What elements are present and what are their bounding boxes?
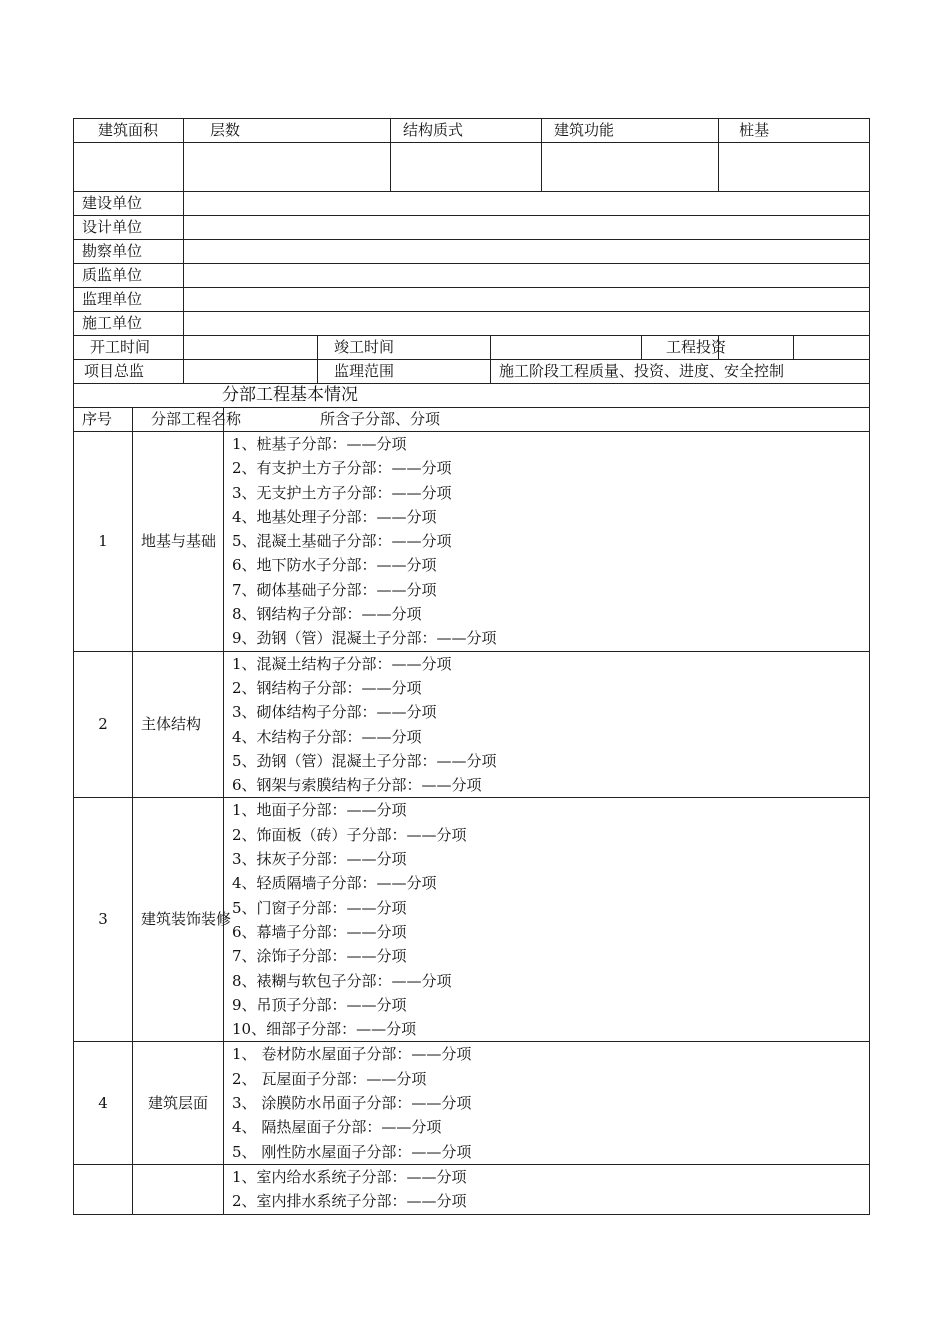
area-value[interactable]	[74, 143, 184, 192]
unit-value[interactable]	[184, 192, 870, 216]
list-item: 1、地面子分部：——分项	[232, 801, 407, 820]
list-item: 6、钢架与索膜结构子分部：——分项	[232, 776, 482, 795]
header-function: 建筑功能	[542, 119, 719, 143]
list-item: 4、轻质隔墙子分部：——分项	[232, 874, 437, 893]
division-name: 主体结构	[133, 651, 224, 798]
division-no: 3	[74, 798, 133, 1042]
division-items	[224, 1164, 870, 1214]
list-item: 5、劲钢（管）混凝土子分部：——分项	[232, 751, 497, 770]
division-row	[74, 1164, 870, 1214]
division-name: 建筑装饰装修	[133, 798, 224, 1042]
division-name: 建筑层面	[133, 1042, 224, 1164]
division-row	[74, 1042, 870, 1164]
section-title-row	[74, 384, 870, 408]
investment-label: 工程投资	[642, 336, 719, 360]
list-item: 2、钢结构子分部：——分项	[232, 678, 422, 697]
supervisor-row	[74, 360, 870, 384]
header-structure: 结构质式	[391, 119, 542, 143]
function-value[interactable]	[542, 143, 719, 192]
column-header-row	[74, 408, 870, 432]
division-row	[74, 432, 870, 652]
col-header-no: 序号	[74, 408, 133, 432]
division-items	[224, 1042, 870, 1164]
list-item: 3、抹灰子分部：——分项	[232, 850, 407, 869]
division-no: 4	[74, 1042, 133, 1164]
list-item: 1、 卷材防水屋面子分部：——分项	[232, 1045, 472, 1064]
unit-label: 质监单位	[74, 264, 184, 288]
list-item: 9、劲钢（管）混凝土子分部：——分项	[232, 629, 497, 648]
division-items	[224, 432, 870, 652]
list-item: 1、桩基子分部：——分项	[232, 435, 407, 453]
list-item: 4、木结构子分部：——分项	[232, 727, 422, 746]
col-header-name: 分部工程名称	[133, 408, 224, 432]
list-item: 4、 隔热屋面子分部：——分项	[232, 1118, 442, 1137]
scope-label: 监理范围	[318, 360, 491, 384]
section-title: 分部工程基本情况	[74, 384, 870, 408]
division-name: 地基与基础	[133, 432, 224, 652]
header-floors: 层数	[184, 119, 391, 143]
finish-time-value[interactable]	[491, 336, 642, 360]
start-time-value[interactable]	[184, 336, 318, 360]
scope-value: 施工阶段工程质量、投资、进度、安全控制	[491, 360, 870, 384]
project-info-table	[73, 118, 870, 1215]
list-item: 4、地基处理子分部：——分项	[232, 507, 437, 526]
list-item: 5、门窗子分部：——分项	[232, 898, 407, 917]
division-name	[133, 1164, 224, 1214]
list-item: 1、室内给水系统子分部：——分项	[232, 1167, 467, 1186]
list-item: 8、裱糊与软包子分部：——分项	[232, 971, 452, 990]
unit-value[interactable]	[184, 240, 870, 264]
list-item: 2、室内排水系统子分部：——分项	[232, 1192, 467, 1211]
division-items	[224, 651, 870, 798]
structure-value[interactable]	[391, 143, 542, 192]
time-row	[74, 336, 870, 360]
unit-label: 施工单位	[74, 312, 184, 336]
unit-row	[74, 216, 870, 240]
division-row	[74, 798, 870, 1042]
list-item: 3、 涂膜防水吊面子分部：——分项	[232, 1094, 472, 1113]
division-no: 2	[74, 651, 133, 798]
unit-row	[74, 312, 870, 336]
unit-row	[74, 264, 870, 288]
chief-supervisor-label: 项目总监	[74, 360, 184, 384]
unit-label: 建设单位	[74, 192, 184, 216]
division-no	[74, 1164, 133, 1214]
list-item: 2、 瓦屋面子分部：——分项	[232, 1069, 427, 1088]
list-item: 7、砌体基础子分部：——分项	[232, 580, 437, 599]
list-item: 9、吊顶子分部：——分项	[232, 995, 407, 1014]
list-item: 5、 刚性防水屋面子分部：——分项	[232, 1142, 472, 1161]
list-item: 2、饰面板（砖）子分部：——分项	[232, 825, 467, 844]
unit-row	[74, 240, 870, 264]
unit-row	[74, 192, 870, 216]
division-no: 1	[74, 432, 133, 652]
header-pile: 桩基	[719, 119, 870, 143]
finish-time-label: 竣工时间	[318, 336, 491, 360]
unit-value[interactable]	[184, 264, 870, 288]
list-item: 6、幕墙子分部：——分项	[232, 922, 407, 941]
unit-label: 设计单位	[74, 216, 184, 240]
header-area: 建筑面积	[74, 119, 184, 143]
start-time-label: 开工时间	[74, 336, 184, 360]
unit-value[interactable]	[184, 216, 870, 240]
unit-row	[74, 288, 870, 312]
list-item: 2、有支护土方子分部：——分项	[232, 459, 452, 478]
unit-value[interactable]	[184, 312, 870, 336]
list-item: 6、地下防水子分部：——分项	[232, 556, 437, 575]
header-row	[74, 119, 870, 143]
division-items	[224, 798, 870, 1042]
header-values-row	[74, 143, 870, 192]
list-item: 7、涂饰子分部：——分项	[232, 947, 407, 966]
investment-value[interactable]	[719, 336, 870, 360]
unit-label: 监理单位	[74, 288, 184, 312]
unit-value[interactable]	[184, 288, 870, 312]
list-item: 3、砌体结构子分部：——分项	[232, 703, 437, 722]
list-item: 5、混凝土基础子分部：——分项	[232, 532, 452, 551]
list-item: 1、混凝土结构子分部：——分项	[232, 654, 452, 673]
col-header-items: 所含子分部、分项	[224, 408, 870, 432]
floors-value[interactable]	[184, 143, 391, 192]
division-row	[74, 651, 870, 798]
list-item: 8、钢结构子分部：——分项	[232, 605, 422, 624]
chief-supervisor-value[interactable]	[184, 360, 318, 384]
list-item: 3、无支护土方子分部：——分项	[232, 483, 452, 502]
list-item: 10、细部子分部：——分项	[232, 1020, 417, 1039]
pile-value[interactable]	[719, 143, 870, 192]
unit-label: 勘察单位	[74, 240, 184, 264]
